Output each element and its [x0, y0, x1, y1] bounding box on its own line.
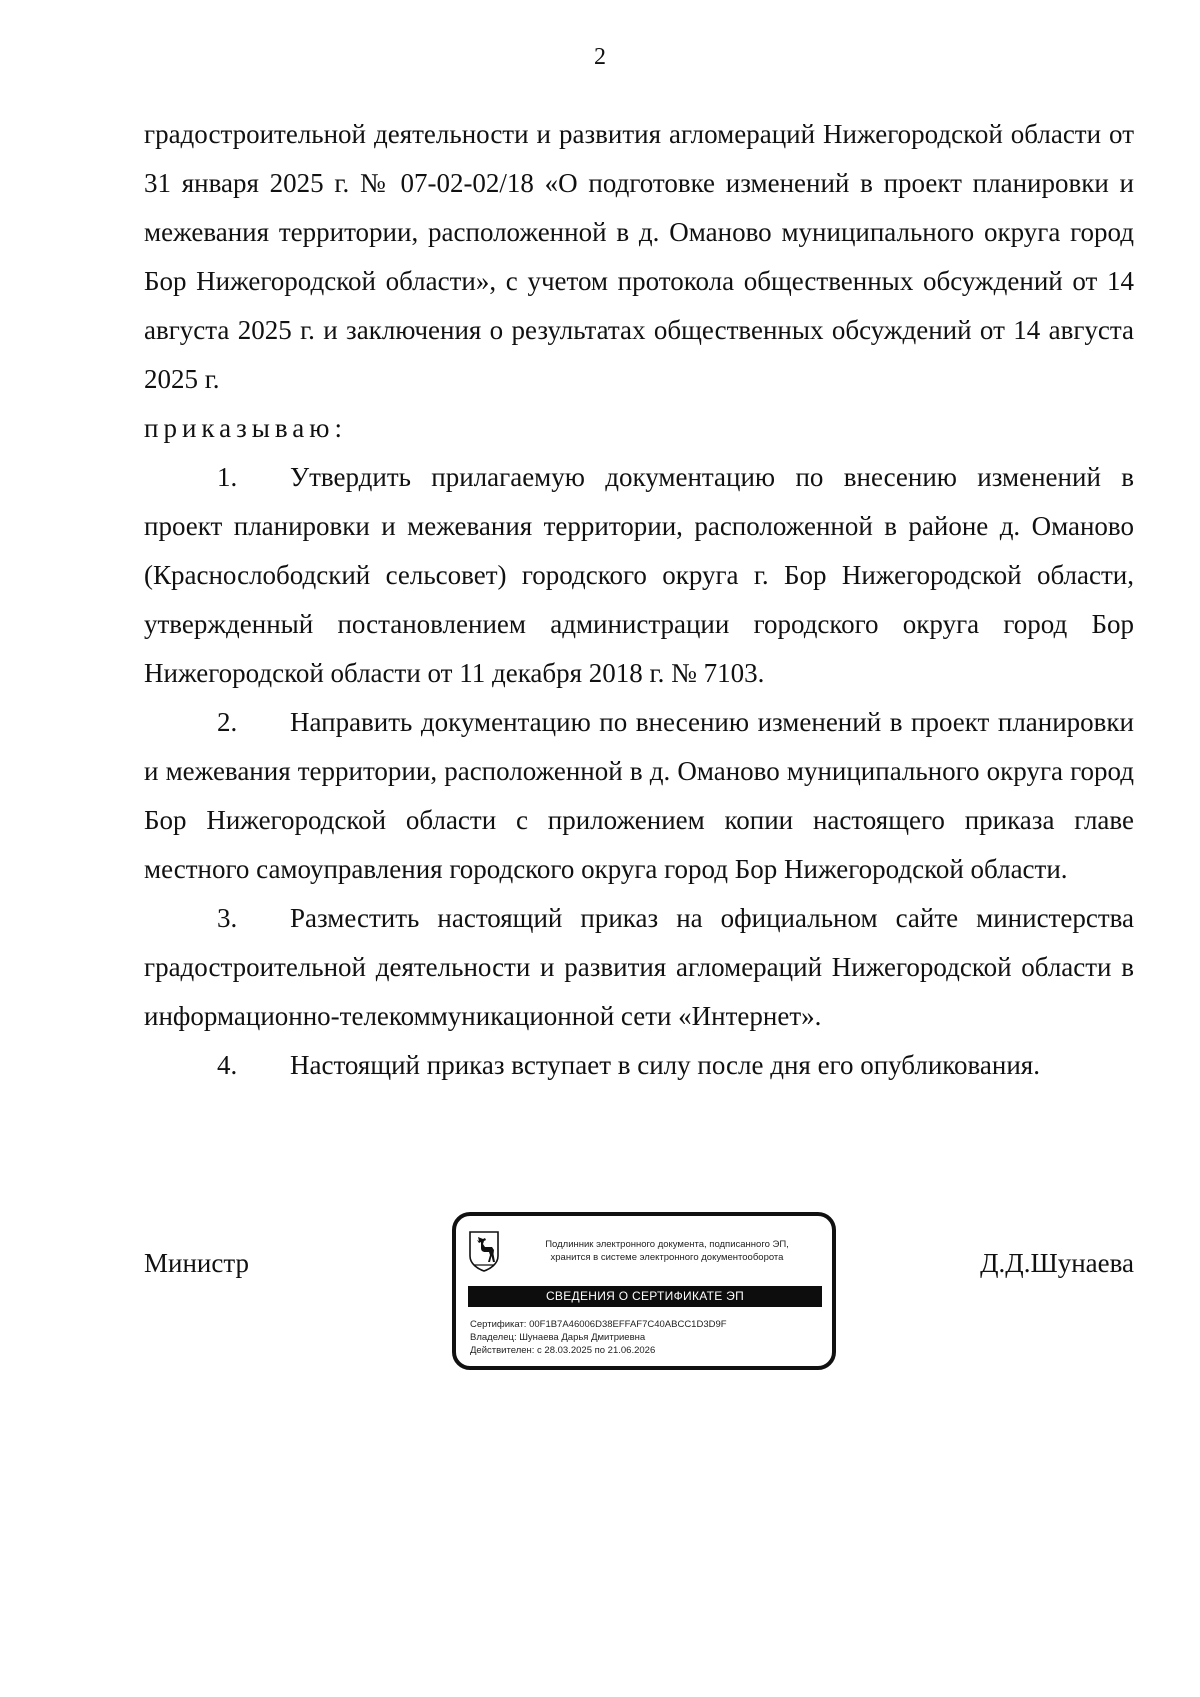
order-item-text: Разместить настоящий приказ на официальном сайте министерства градостроительной деятельности и развития агломераций Нижегородской области в информационно-телекоммуникационной сети «Интернет». [144, 903, 1134, 1031]
intro-paragraph: градостроительной деятельности и развития агломераций Нижегородской области от 31 января 2025 г. № 07-02-02/18 «О подготовке изменений в проект планировки и межевания территории, расположенной в д. Оманово муниципального округа город Бор Нижегородской области», с учетом протокола общественных обсуждений от 14 августа 2025 г. и заключения о результатах общественных обсуждений от 14 августа 2025 г. [144, 119, 1134, 394]
order-word-text: приказываю: [144, 413, 347, 443]
certificate-owner: Владелец: Шунаева Дарья Дмитриевна [470, 1332, 646, 1343]
order-word [144, 404, 1134, 453]
signer-name: Д.Д.Шунаева [980, 1248, 1134, 1278]
stamp-caption-line: Подлинник электронного документа, подписанного ЭП, [545, 1239, 789, 1250]
order-item-text: Настоящий приказ вступает в силу после дня его опубликования. [290, 1050, 1040, 1080]
certificate-number: Сертификат: 00F1B7A46006D38EFFAF7C40ABCC1D3D9F [470, 1319, 727, 1330]
stamp-header: СВЕДЕНИЯ О СЕРТИФИКАТЕ ЭП [468, 1286, 822, 1307]
order-item-2 [144, 698, 1134, 894]
nizhny-novgorod-deer-emblem-icon [468, 1230, 500, 1272]
signer-position: Министр [144, 1248, 249, 1278]
order-item-3 [144, 894, 1134, 1041]
order-item-text: Утвердить прилагаемую документацию по внесению изменений в проект планировки и межевания территории, расположенной в районе д. Оманово (Краснослободский сельсовет) городского округа г. Бор Нижегородской области, утвержденный постановлением администрации городского округа город Бор Нижегородской области от 11 декабря 2018 г. № 7103. [144, 462, 1134, 688]
order-item-4 [144, 1041, 1134, 1090]
page-number: 2 [594, 44, 606, 70]
order-item-text: Направить документацию по внесению изменений в проект планировки и межевания территории, расположенной в д. Оманово муниципального округа город Бор Нижегородской области с приложением копии настоящего приказа главе местного самоуправления городского округа город Бор Нижегородской области. [144, 707, 1134, 884]
certificate-validity: Действителен: с 28.03.2025 по 21.06.2026 [470, 1345, 656, 1356]
order-item-number: 3. [217, 903, 238, 933]
order-item-1 [144, 453, 1134, 698]
order-item-number: 1. [217, 462, 238, 492]
stamp-caption [512, 1238, 822, 1264]
stamp-caption-line: хранится в системе электронного документооборота [550, 1252, 784, 1263]
document-body [144, 110, 1134, 1090]
electronic-signature-stamp [452, 1212, 836, 1370]
order-item-number: 2. [217, 707, 238, 737]
order-item-number: 4. [217, 1050, 238, 1080]
